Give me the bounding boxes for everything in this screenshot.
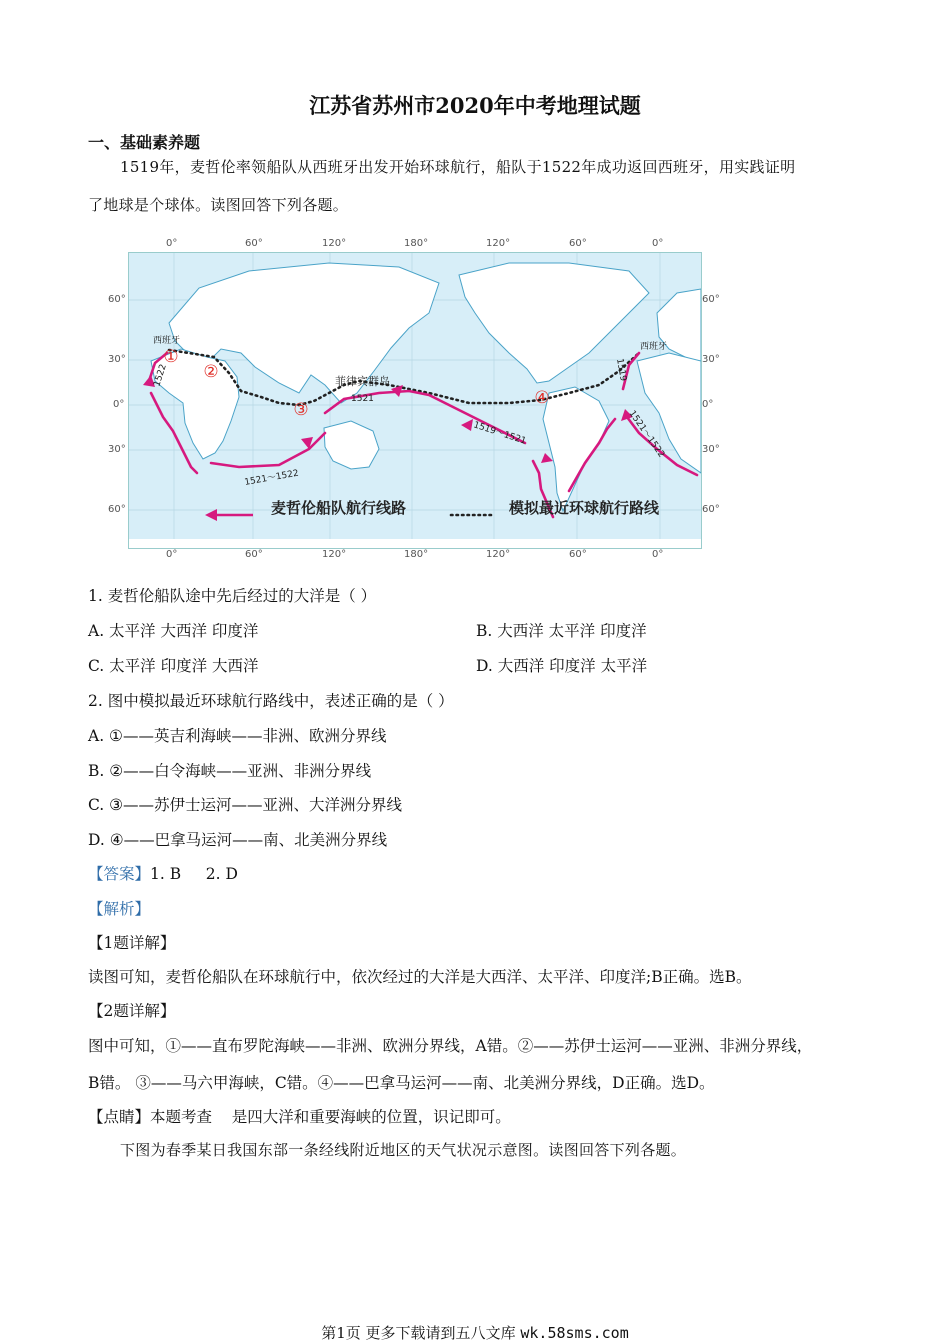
label-spain-left: 西班牙: [153, 336, 181, 346]
arrow-south-america: [541, 453, 553, 463]
marker-1: ①: [163, 347, 179, 367]
year-1519-right: 1519: [614, 357, 628, 383]
legend-magellan-label: 麦哲伦船队航行线路: [271, 499, 407, 517]
q2-option-d: D. ④——巴拿马运河——南、北美洲分界线: [88, 831, 388, 849]
q1-option-b: B. 大西洋 太平洋 印度洋: [476, 622, 647, 640]
year-1521-1522-right: 1521～1522: [626, 408, 667, 460]
land-australia: [324, 421, 379, 469]
answer-line: [88, 862, 238, 884]
marker-2: ②: [203, 362, 219, 382]
tick-bottom-6: 0°: [652, 549, 664, 560]
year-1521-phil: 1521: [351, 394, 374, 404]
q2-option-a: A. ①——英吉利海峡——非洲、欧洲分界线: [88, 727, 387, 745]
tick-right-4: 60°: [702, 504, 720, 515]
tick-top-2: 120°: [322, 238, 347, 249]
tick-top-0: 0°: [166, 238, 178, 249]
land-africa-right: [637, 353, 701, 473]
marker-3: ③: [293, 400, 309, 420]
intro-paragraph-line1: 1519年，麦哲伦率领船队从西班牙出发开始环球航行，船队于1522年成功返回西班牙，用实践证明: [120, 158, 796, 176]
tick-top-3: 180°: [404, 238, 429, 249]
tick-top-4: 120°: [486, 238, 511, 249]
tick-left-4: 60°: [108, 504, 126, 515]
world-route-map: [128, 252, 702, 549]
next-question-intro: 下图为春季某日我国东部一条经线附近地区的天气状况示意图。读图回答下列各题。: [120, 1141, 687, 1159]
tick-right-3: 30°: [702, 444, 720, 455]
tick-left-0: 60°: [108, 294, 126, 305]
tick-bottom-0: 0°: [166, 549, 178, 560]
tick-left-2: 0°: [113, 399, 125, 410]
tick-bottom-3: 180°: [404, 549, 429, 560]
q2-option-c: C. ③——苏伊士运河——亚洲、大洋洲分界线: [88, 796, 403, 814]
arrow-pacific: [461, 419, 473, 431]
q1-option-d: D. 大西洋 印度洋 太平洋: [476, 657, 648, 675]
q1-option-c: C. 太平洋 印度洋 大西洋: [88, 657, 259, 675]
detail2-tag: 【2题详解】: [88, 1002, 176, 1020]
marker-4: ④: [534, 388, 550, 408]
q2-option-b: B. ②——白令海峡——亚洲、非洲分界线: [88, 762, 372, 780]
tick-top-5: 60°: [569, 238, 587, 249]
tick-left-3: 30°: [108, 444, 126, 455]
footer-text: 第1页 更多下载请到五八文库: [321, 1324, 516, 1342]
land-antarctica: [129, 539, 701, 548]
tick-left-1: 30°: [108, 354, 126, 365]
label-philippines: 菲律宾群岛: [335, 375, 390, 388]
label-spain-right: 西班牙: [640, 342, 668, 352]
land-south-america: [543, 387, 609, 511]
year-1521-1522-bottom: 1521～1522: [243, 468, 300, 488]
tick-bottom-4: 120°: [486, 549, 511, 560]
detail2-line1: 图中可知，①——直布罗陀海峡——非洲、欧洲分界线，A错。②——苏伊士运河——亚洲、非洲分界线，: [88, 1037, 813, 1055]
map-legend: [215, 499, 660, 517]
answer-text: 1. B 2. D: [150, 865, 238, 883]
q1-option-a: A. 太平洋 大西洋 印度洋: [88, 622, 259, 640]
question-2: 2. 图中模拟最近环球航行路线中，表述正确的是（ ）: [88, 692, 454, 710]
tick-top-6: 0°: [652, 238, 664, 249]
detail2-line2: B错。 ③——马六甲海峡，C错。④——巴拿马运河——南、北美洲分界线，D正确。选D。: [88, 1074, 715, 1092]
tick-bottom-1: 60°: [245, 549, 263, 560]
detail1-tag: 【1题详解】: [88, 934, 176, 952]
question-1: 1. 麦哲伦船队途中先后经过的大洋是（ ）: [88, 587, 377, 605]
map-svg: [129, 253, 701, 548]
footer-site: wk.58sms.com: [520, 1324, 629, 1342]
year-1522-left: 1522: [152, 363, 169, 388]
tick-top-1: 60°: [245, 238, 263, 249]
page-title: 江苏省苏州市2020年中考地理试题: [309, 93, 641, 118]
year-1519-1521: 1519～1521: [472, 420, 528, 447]
legend-simulated-label: 模拟最近环球航行路线: [509, 499, 660, 517]
answer-tag: 【答案】: [88, 865, 151, 883]
intro-paragraph-line2: 了地球是个球体。读图回答下列各题。: [88, 196, 349, 214]
tick-right-2: 0°: [702, 399, 714, 410]
tick-right-1: 30°: [702, 354, 720, 365]
section-heading: 一、基础素养题: [88, 133, 201, 152]
comment-line: 【点睛】本题考查 是四大洋和重要海峡的位置，识记即可。: [88, 1108, 511, 1126]
tick-right-0: 60°: [702, 294, 720, 305]
detail1-text: 读图可知，麦哲伦船队在环球航行中，依次经过的大洋是大西洋、太平洋、印度洋;B正确。选B。: [88, 968, 752, 986]
tick-bottom-2: 120°: [322, 549, 347, 560]
page-footer: [0, 1322, 950, 1343]
analysis-tag: 【解析】: [88, 900, 151, 918]
tick-bottom-5: 60°: [569, 549, 587, 560]
